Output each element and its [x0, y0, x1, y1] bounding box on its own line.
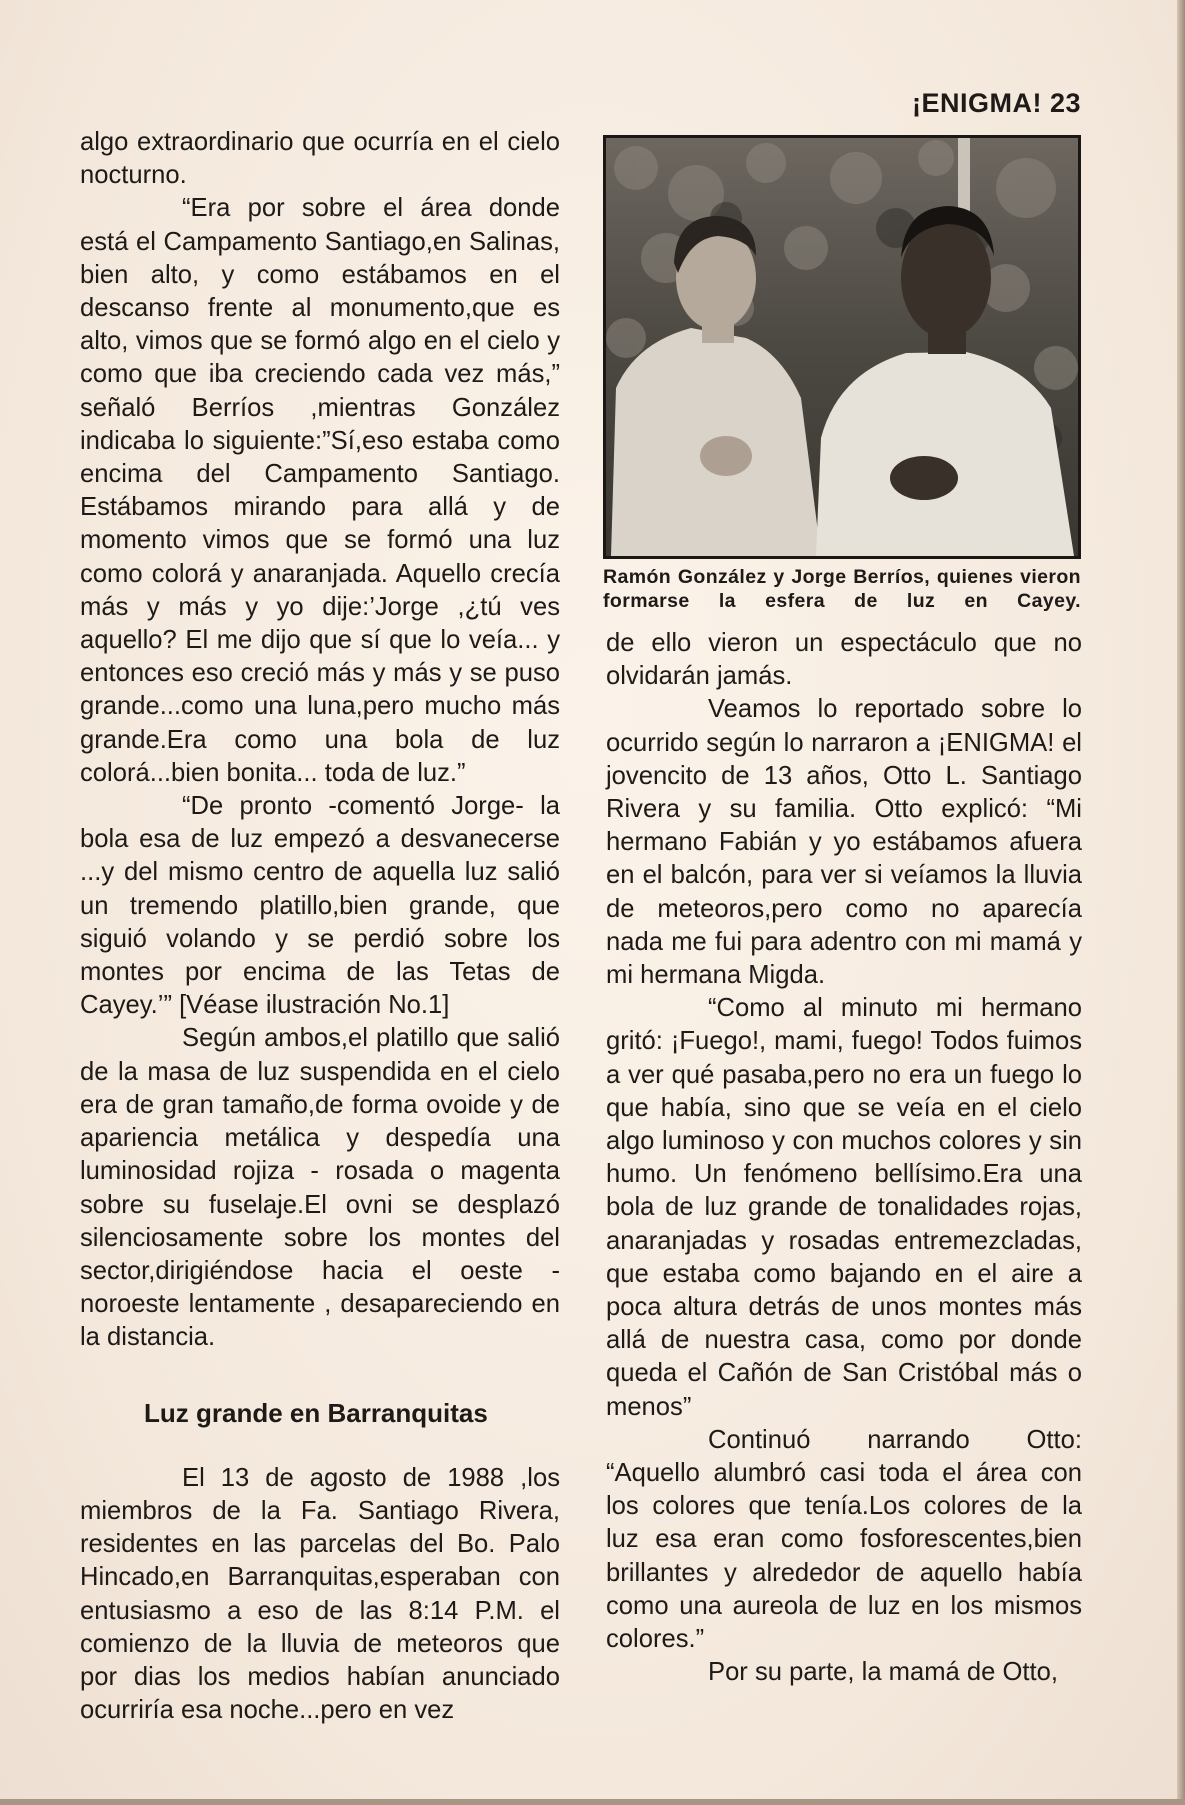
paragraph: “Como al minuto mi hermano gritó: ¡Fuego!, mami, fuego! Todos fuimos a ver qué pasaba,pero no era un fuego lo que había, sino que se veía en el cielo algo luminoso y con muchos colores y sin humo. Un fenómeno bellísimo.Era una bola de luz grande de tonalidades rojas, anaranjadas y rosadas entremezcladas, que estaba como bajando en el aire a poca altura detrás de unos montes más allá de nuestra casa, como por donde queda el Cañón de San Cristóbal más o menos”: [606, 994, 1082, 1421]
page-edge: [1177, 0, 1185, 1805]
photo-caption: Ramón González y Jorge Berríos, quienes vieron formarse la esfera de luz en Cayey.: [603, 566, 1081, 612]
photo-two-men: [603, 135, 1081, 559]
paragraph: “De pronto -comentó Jorge- la bola esa de luz empezó a desvanecerse ...y del mismo centro de aquella luz salió un tremendo platillo,bien grande, que siguió volando y se perdió sobre los montes por encima de las Tetas de Cayey.’” [Véase ilustración No.1]: [80, 792, 560, 1020]
section-heading: Luz grande en Barranquitas: [144, 1397, 488, 1428]
paragraph: Por su parte, la mamá de Otto,: [708, 1658, 1058, 1687]
paragraph: algo extraordinario que ocurría en el cielo nocturno.: [80, 128, 560, 190]
paragraph: Según ambos,el platillo que salió de la masa de luz suspendida en el cielo era de gran tamaño,de forma ovoide y de apariencia metálica y despedía una luminosidad rojiza - rosada o magenta sobre su fuselaje.El ovni se desplazó silenciosamente sobre los montes del sector,dirigiéndose hacia el oeste - noroeste lentamente , desapareciendo en la distancia.: [80, 1024, 560, 1352]
paragraph: Veamos lo reportado sobre lo ocurrido según lo narraron a ¡ENIGMA! el jovencito de 13 años, Otto L. Santiago Rivera y su familia. Otto explicó: “Mi hermano Fabián y yo estábamos afuera en el balcón, para ver si veíamos la lluvia de meteoros,pero como no aparecía nada me fui para adentro con mi mamá y mi hermana Migda.: [606, 695, 1082, 990]
paragraph: de ello vieron un espectáculo que no olvidarán jamás.: [606, 629, 1082, 691]
right-column: [606, 627, 1082, 1690]
left-column: [80, 126, 560, 1727]
photo-image: [606, 138, 1078, 556]
paragraph: El 13 de agosto de 1988 ,los miembros de la Fa. Santiago Rivera, residentes en las parcelas del Bo. Palo Hincado,en Barranquitas,esperaban con entusiasmo a eso de las 8:14 P.M. el comienzo de la lluvia de meteoros que por dias los medios habían anunciado ocurriría esa noche...pero en vez: [80, 1463, 560, 1725]
page-edge: [0, 1799, 1185, 1805]
running-head: ¡ENIGMA! 23: [911, 88, 1081, 118]
paragraph: “Era por sobre el área donde está el Campamento Santiago,en Salinas, bien alto, y como estábamos en el descanso frente al monumento,que es alto, vimos que se formó algo en el cielo y como que iba creciendo cada vez más,” señaló Berríos ,mientras González indicaba lo siguiente:”Sí,eso estaba como encima del Campamento Santiago. Estábamos mirando para allá y de momento vimos que se formó una luz como colorá y anaranjada. Aquello crecía más y más y yo dije:’Jorge ,¿tú ves aquello? El me dijo que sí que lo veía... y entonces eso creció más y más y se puso grande...como una luna,pero mucho más grande.Era como una bola de luz colorá...bien bonita... toda de luz.”: [80, 194, 560, 787]
paragraph: Continuó narrando Otto: “Aquello alumbró casi toda el área con los colores que tenía.Los colores de la luz esa eran como fosforescentes,bien brillantes y alrededor de aquello había como una aureola de luz en los mismos colores.”: [606, 1425, 1082, 1654]
